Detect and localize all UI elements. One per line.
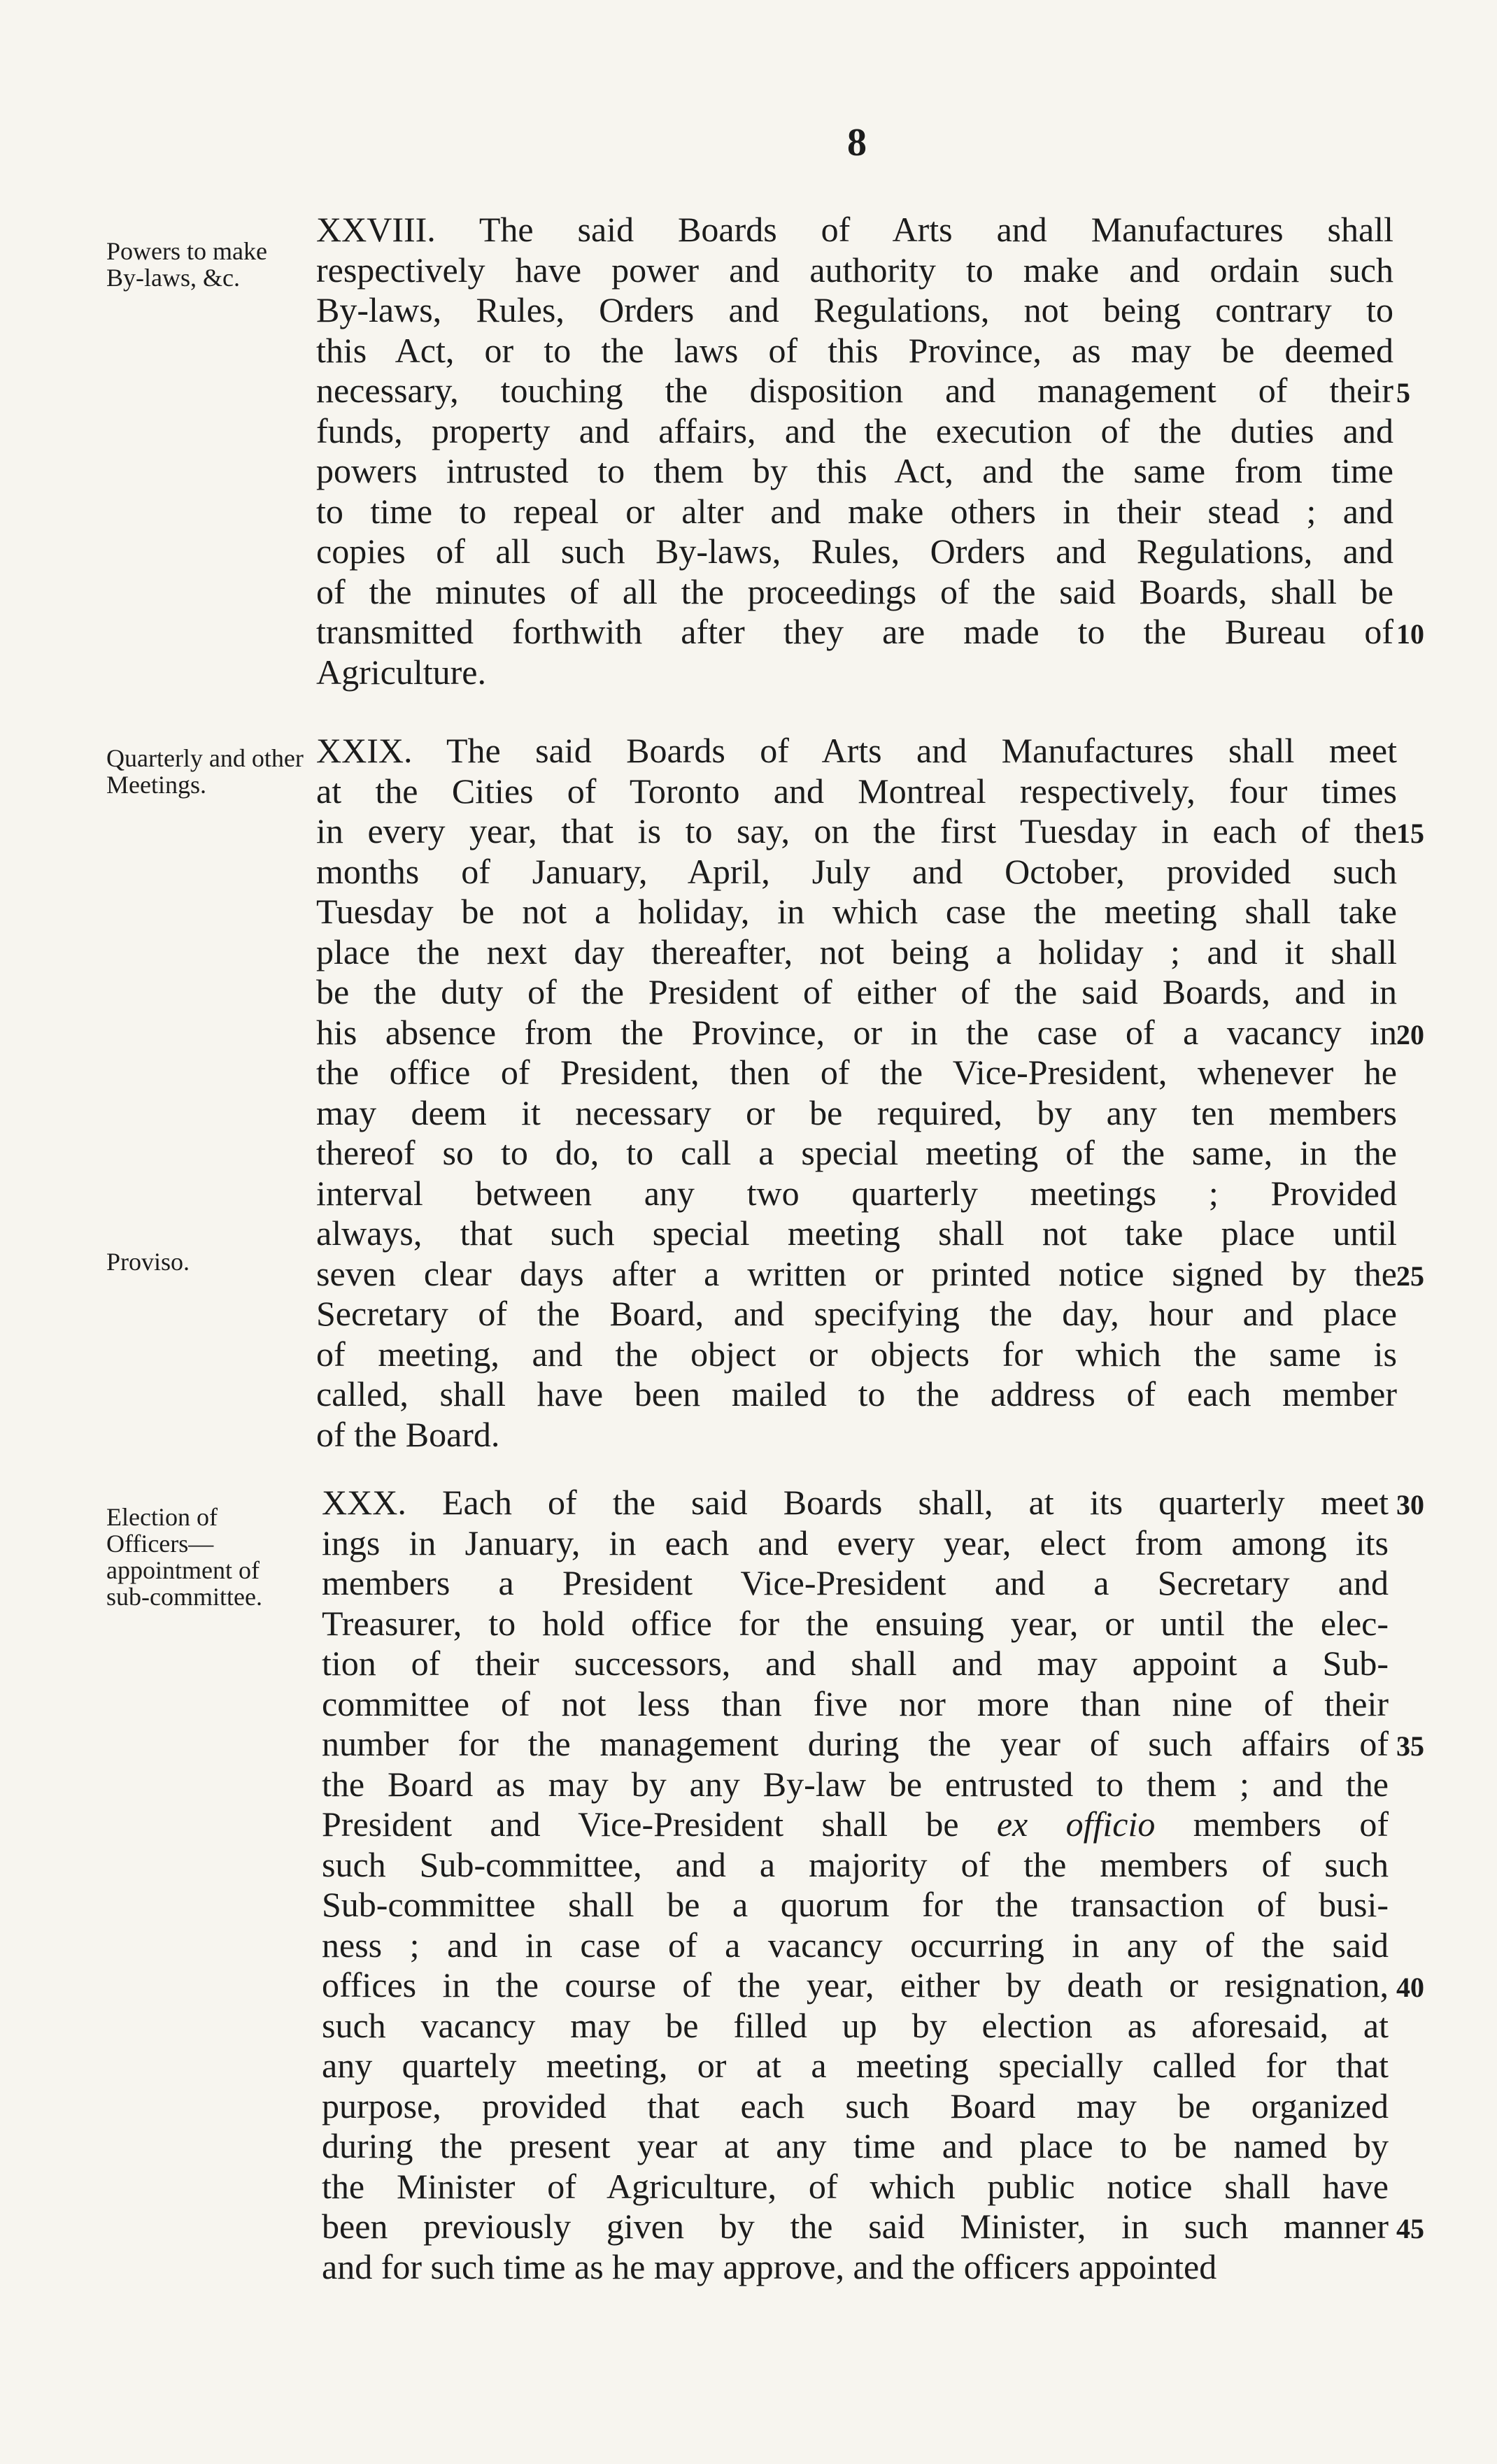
line-number: 35 xyxy=(1396,1730,1424,1762)
margin-note-by-laws: Powers to make By-laws, &c. xyxy=(106,237,267,292)
text-line: at the Cities of Toronto and Montreal respectively, four times xyxy=(316,771,1397,811)
margin-note-meetings: Quarterly and other Meetings. xyxy=(106,744,304,799)
text-line: By-laws, Rules, Orders and Regulations, not being contrary to xyxy=(316,290,1393,329)
text-line: and for such time as he may approve, and the officers appointed xyxy=(322,2246,1217,2286)
section-text xyxy=(316,210,1393,692)
text-line: Agriculture. xyxy=(316,652,486,692)
text-line: funds, property and affairs, and the execution of the duties and xyxy=(316,411,1393,450)
text-line: place the next day thereafter, not being a holiday ; and it shall xyxy=(316,932,1397,971)
text-line: in every year, that is to say, on the first Tuesday in each of the xyxy=(316,811,1397,850)
text-line: such Sub-committee, and a majority of the members of such xyxy=(322,1844,1389,1884)
page-number: 8 xyxy=(847,121,867,164)
text-line: Secretary of the Board, and specifying the day, hour and place xyxy=(316,1294,1397,1333)
text-line: the office of President, then of the Vice-President, whenever he xyxy=(316,1053,1397,1092)
margin-note-election: Election of Officers—appointment of sub-committee. xyxy=(106,1503,262,1611)
margin-note-proviso: Proviso. xyxy=(106,1248,190,1276)
text-line: the Board as may by any By-law be entrusted to them ; and the xyxy=(322,1764,1389,1804)
text-line: during the present year at any time and place to be named by xyxy=(322,2126,1389,2165)
text-line: to time to repeal or alter and make others in their stead ; and xyxy=(316,491,1393,531)
line-number: 15 xyxy=(1396,818,1424,849)
text-line: necessary, touching the disposition and management of their xyxy=(316,371,1393,410)
text-line: ings in January, in each and every year, elect from among its xyxy=(322,1523,1389,1562)
text-line: copies of all such By-laws, Rules, Orders and Regulations, and xyxy=(316,532,1393,571)
text-line: respectively have power and authority to make and ordain such xyxy=(316,250,1393,290)
line-number: 40 xyxy=(1396,1972,1424,2003)
text-line: Sub-committee shall be a quorum for the transaction of busi- xyxy=(322,1885,1389,1924)
line-number: 25 xyxy=(1396,1260,1424,1292)
text-line: purpose, provided that each such Board may be organized xyxy=(322,2086,1389,2125)
text-line: transmitted forthwith after they are made to the Bureau of xyxy=(316,612,1393,651)
text-line: the Minister of Agriculture, of which public notice shall have xyxy=(322,2166,1389,2206)
text-line: President and Vice-President shall be ex officio members of xyxy=(322,1804,1389,1844)
text-line: of meeting, and the object or objects for which the same is xyxy=(316,1334,1397,1374)
text-line: members a President Vice-President and a Secretary and xyxy=(322,1563,1389,1602)
text-line: ness ; and in case of a vacancy occurring in any of the said xyxy=(322,1925,1389,1965)
text-line: tion of their successors, and shall and may appoint a Sub- xyxy=(322,1644,1389,1683)
line-number: 30 xyxy=(1396,1489,1424,1521)
text-line: XXIX. The said Boards of Arts and Manufactures shall meet xyxy=(316,731,1397,770)
text-line: be the duty of the President of either of the said Boards, and in xyxy=(316,972,1397,1011)
text-line: Tuesday be not a holiday, in which case the meeting shall take xyxy=(316,892,1397,931)
text-line: offices in the course of the year, either by death or resignation, xyxy=(322,1965,1389,2004)
text-line: XXVIII. The said Boards of Arts and Manufactures shall xyxy=(316,210,1393,249)
line-number: 10 xyxy=(1396,618,1424,650)
text-line: months of January, April, July and October, provided such xyxy=(316,851,1397,891)
text-line: thereof so to do, to call a special meeting of the same, in the xyxy=(316,1133,1397,1172)
section-text xyxy=(322,1483,1389,2287)
text-line: powers intrusted to them by this Act, and the same from time xyxy=(316,451,1393,490)
text-line: of the Board. xyxy=(316,1414,500,1454)
text-line: been previously given by the said Minister, in such manner xyxy=(322,2207,1389,2246)
text-line: always, that such special meeting shall not take place until xyxy=(316,1213,1397,1253)
text-line: such vacancy may be filled up by election as aforesaid, at xyxy=(322,2005,1389,2045)
line-number: 20 xyxy=(1396,1018,1424,1051)
text-line: committee of not less than five nor more than nine of their xyxy=(322,1683,1389,1723)
text-line: any quartely meeting, or at a meeting specially called for that xyxy=(322,2046,1389,2085)
text-line: XXX. Each of the said Boards shall, at its quarterly meet xyxy=(322,1483,1389,1522)
text-line: called, shall have been mailed to the address of each member xyxy=(316,1374,1397,1413)
text-line: of the minutes of all the proceedings of the said Boards, shall be xyxy=(316,571,1393,611)
text-line: this Act, or to the laws of this Province, as may be deemed xyxy=(316,330,1393,370)
text-line: Treasurer, to hold office for the ensuing year, or until the elec- xyxy=(322,1603,1389,1643)
section-text xyxy=(316,731,1397,1455)
text-line: may deem it necessary or be required, by any ten members xyxy=(316,1092,1397,1132)
line-number: 45 xyxy=(1396,2213,1424,2244)
text-line: number for the management during the year of such affairs of xyxy=(322,1724,1389,1763)
line-number: 5 xyxy=(1396,377,1410,408)
text-line: seven clear days after a written or printed notice signed by the xyxy=(316,1253,1397,1293)
text-line: his absence from the Province, or in the case of a vacancy in xyxy=(316,1012,1397,1052)
text-line: interval between any two quarterly meetings ; Provided xyxy=(316,1173,1397,1213)
